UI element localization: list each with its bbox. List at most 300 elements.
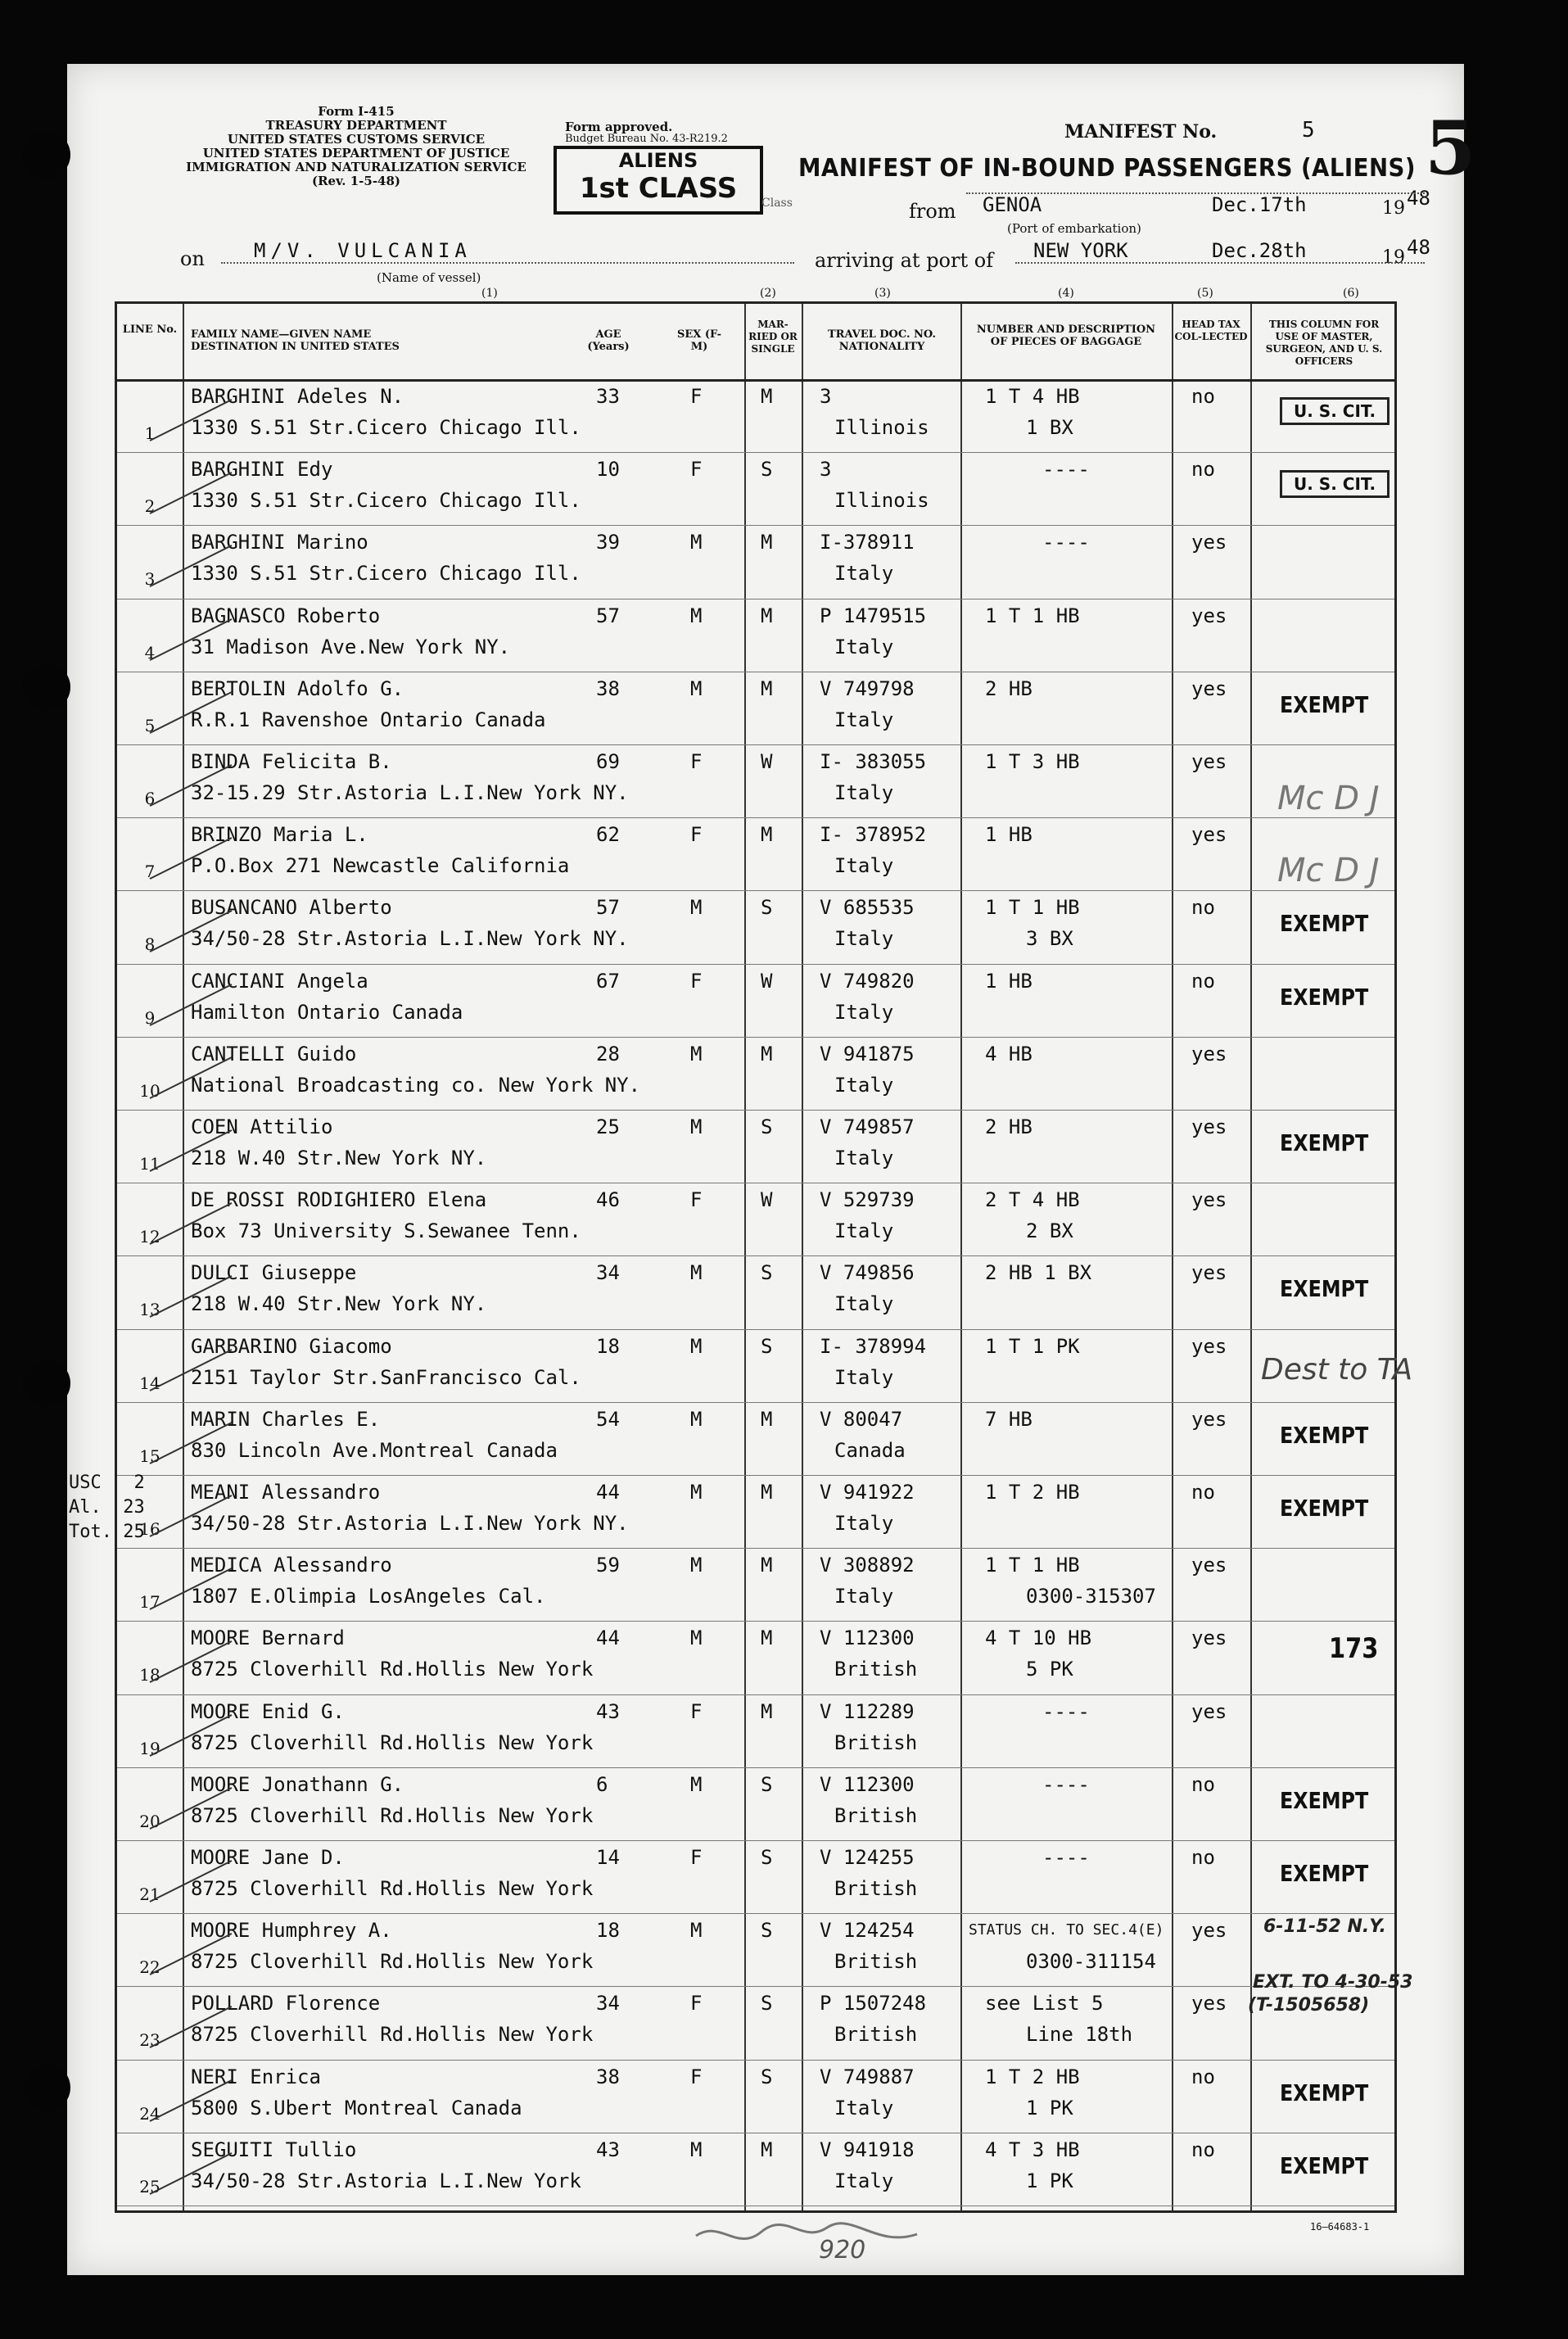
age: 38 [596,2065,620,2088]
head-tax: yes [1191,1261,1227,1285]
head-tax: no [1191,458,1215,482]
travel-doc: 3 [820,458,832,482]
margin-totals [69,1471,145,1545]
head-tax: yes [1191,750,1227,773]
ext-annotation-2: (T-1505658) [1248,1995,1370,2016]
head-tax: yes [1191,1992,1227,2016]
age: 25 [596,1115,620,1138]
travel-doc: V 685535 [820,896,915,920]
table-row [117,1110,1394,1183]
sex: F [690,2065,703,2088]
check-slash [142,1053,240,1102]
passenger-name: BINDA Felicita B. [191,750,392,773]
travel-doc: I- 378994 [820,1334,927,1358]
ins-line: IMMIGRATION AND NATURALIZATION SERVICE [186,160,526,174]
age: 69 [596,750,620,773]
al-label: Al. [69,1497,102,1518]
travel-doc: V 749887 [820,2065,915,2088]
travel-doc: V 941922 [820,1481,915,1504]
line-number: 20 [139,1811,160,1831]
baggage-line2: 1 BX [1026,416,1073,439]
baggage-line1: 2 HB [985,1115,1033,1138]
signature-number: 920 [819,2236,866,2264]
check-slash [142,907,240,956]
destination: 218 W.40 Str.New York NY. [191,1292,487,1316]
age: 10 [596,458,620,482]
sex: M [690,1772,703,1796]
age: 44 [596,1481,620,1504]
age: 62 [596,823,620,847]
class-label: Class [761,197,793,210]
travel-doc: V 749798 [820,676,915,700]
us-citizen-stamp: U. S. CIT. [1280,397,1390,425]
sex: M [690,676,703,700]
nationality: British [834,1730,918,1754]
baggage-line1: see List 5 [985,1992,1104,2016]
age: 14 [596,1846,620,1869]
travel-doc: V 80047 [820,1407,903,1431]
travel-doc: V 308892 [820,1554,915,1577]
sex: F [690,458,703,482]
check-slash [142,1126,240,1175]
stamp-first-class: 1st CLASS [579,172,738,205]
destination: 218 W.40 Str.New York NY. [191,1147,487,1170]
baggage-line1: STATUS CH. TO SEC.4(E) [969,1921,1164,1939]
travel-doc: V 112289 [820,1699,915,1723]
destination: 8725 Cloverhill Rd.Hollis New York [191,1877,594,1900]
nationality: Italy [834,1512,894,1535]
sex: M [690,1554,703,1577]
head-tax: no [1191,1772,1215,1796]
line-number: 15 [139,1445,160,1466]
sex: M [690,1407,703,1431]
sex: F [690,1992,703,2016]
line-number: 25 [139,2176,160,2196]
stamp-aliens: ALIENS [618,149,698,172]
line-number: 3 [144,569,156,590]
passenger-name: DE ROSSI RODIGHIERO Elena [191,1188,487,1212]
travel-doc: 3 [820,385,832,408]
arriving-label: arriving at port of [815,249,994,272]
line-number: 8 [144,934,156,955]
travel-doc: V 112300 [820,1772,915,1796]
on-label: on [180,247,205,270]
col-num-2: (2) [760,287,776,300]
marital-status: S [761,1919,773,1943]
age: 59 [596,1554,620,1577]
destination: P.O.Box 271 Newcastle California [191,854,570,878]
head-tax: yes [1191,604,1227,627]
sex: M [690,1042,703,1065]
baggage-line2: 5 PK [1026,1658,1073,1681]
from-date: Dec.17th [1212,193,1307,216]
check-slash [142,834,240,883]
sex: F [690,385,703,408]
marital-status: M [761,1481,773,1504]
nationality: British [834,1950,918,1974]
table-row [117,379,1394,453]
destination: 34/50-28 Str.Astoria L.I.New York NY. [191,1512,629,1535]
check-slash [142,396,240,445]
sex: F [690,750,703,773]
marital-status: S [761,1261,773,1285]
baggage-line1: 2 HB [985,676,1033,700]
passenger-name: BERTOLIN Adolfo G. [191,676,404,700]
age: 46 [596,1188,620,1212]
baggage-line1: 4 T 10 HB [985,1626,1092,1650]
age: 39 [596,531,620,554]
sex: F [690,1188,703,1212]
table-row [117,1694,1394,1768]
port-embark-label: (Port of embarkation) [1007,221,1141,236]
destination: 1807 E.Olimpia LosAngeles Cal. [191,1585,546,1608]
header-tax: HEAD TAX COL-LECTED [1174,319,1248,342]
check-slash [142,468,240,518]
head-tax: yes [1191,676,1227,700]
line-number: 17 [139,1592,160,1613]
line-number: 7 [144,862,156,882]
head-tax: no [1191,1481,1215,1504]
sex: F [690,823,703,847]
class-stamp [554,146,763,215]
table-row [117,2133,1394,2206]
destination: 2151 Taylor Str.SanFrancisco Cal. [191,1365,581,1389]
travel-doc: V 749820 [820,969,915,993]
baggage-line2: 3 BX [1026,927,1073,951]
exempt-stamp: EXEMPT [1280,1421,1369,1449]
head-tax: yes [1191,1919,1227,1943]
destination: 8725 Cloverhill Rd.Hollis New York [191,1730,594,1754]
baggage-line1: 4 T 3 HB [985,2138,1080,2161]
table-row [117,1183,1394,1256]
marital-status: W [761,750,773,773]
nationality: Italy [834,1292,894,1316]
nationality: Illinois [834,489,929,513]
line-number: 12 [139,1227,160,1247]
destination: R.R.1 Ravenshoe Ontario Canada [191,708,546,731]
table-row [117,452,1394,526]
passenger-name: MOORE Jane D. [191,1846,345,1869]
sex: M [690,1115,703,1138]
marital-status: M [761,1042,773,1065]
nationality: Italy [834,635,894,658]
arrival-year: 48 [1407,236,1430,259]
destination: 1330 S.51 Str.Cicero Chicago Ill. [191,562,581,586]
line-number: 14 [139,1373,160,1393]
exempt-stamp: EXEMPT [1280,1860,1369,1887]
age: 44 [596,1626,620,1650]
treasury-line: TREASURY DEPARTMENT [265,118,447,133]
line-number: 6 [144,789,156,808]
check-slash [142,1564,240,1613]
check-slash [142,688,240,737]
check-slash [142,615,240,664]
sex: F [690,969,703,993]
check-slash [142,980,240,1029]
handwritten-dest: Dest to TA [1261,1353,1413,1387]
baggage-line2: 1 PK [1026,2169,1073,2192]
ext-annotation: EXT. TO 4-30-53 [1253,1972,1413,1993]
header-travel: TRAVEL DOC. NO. NATIONALITY [827,328,937,353]
table-row [117,1913,1394,1987]
destination: 8725 Cloverhill Rd.Hollis New York [191,1950,594,1974]
destination: National Broadcasting co. New York NY. [191,1073,641,1097]
line-number: 13 [139,1300,160,1320]
travel-doc: V 124255 [820,1846,915,1869]
baggage-line1: 1 HB [985,823,1033,847]
head-tax: yes [1191,1407,1227,1431]
officer-note: 6-11-52 N.Y. [1263,1916,1386,1938]
travel-doc: V 941918 [820,2138,915,2161]
baggage-line1: ---- [1042,1846,1090,1869]
manifest-no-label: MANIFEST No. [1064,121,1218,143]
baggage-line1: 2 HB 1 BX [985,1261,1092,1285]
destination: 5800 S.Ubert Montreal Canada [191,2096,522,2120]
line-number: 2 [144,496,156,517]
passenger-name: GARBARINO Giacomo [191,1334,392,1358]
head-tax: yes [1191,823,1227,847]
marital-status: S [761,1334,773,1358]
nationality: Italy [834,2169,894,2192]
destination: 8725 Cloverhill Rd.Hollis New York [191,1658,594,1681]
page-mark: 5 [1425,105,1476,192]
nationality: Italy [834,1000,894,1024]
nationality: British [834,2023,918,2047]
destination: 1330 S.51 Str.Cicero Chicago Ill. [191,416,581,439]
us-citizen-stamp: U. S. CIT. [1280,470,1390,498]
destination: 34/50-28 Str.Astoria L.I.New York [191,2169,581,2192]
header-officers: THIS COLUMN FOR USE OF MASTER, SURGEON, AND U. S. OFFICERS [1265,319,1383,367]
check-slash [142,1418,240,1468]
nationality: British [834,1658,918,1681]
sex: M [690,1626,703,1650]
passenger-name: MOORE Bernard [191,1626,345,1650]
head-tax: no [1191,385,1215,408]
line-number: 16 [139,1519,160,1539]
marital-status: S [761,1772,773,1796]
marital-status: M [761,1699,773,1723]
destination: 32-15.29 Str.Astoria L.I.New York NY. [191,781,629,804]
age: 67 [596,969,620,993]
destination: 1330 S.51 Str.Cicero Chicago Ill. [191,489,581,513]
table-row [117,1840,1394,1914]
baggage-line1: 4 HB [985,1042,1033,1065]
sex: M [690,2138,703,2161]
manifest-table [115,301,1397,2213]
baggage-line1: 1 T 1 HB [985,604,1080,627]
baggage-line2: Line 18th [1026,2023,1133,2047]
head-tax: no [1191,896,1215,920]
head-tax: yes [1191,1334,1227,1358]
marital-status: M [761,676,773,700]
baggage-line1: 1 T 2 HB [985,2065,1080,2088]
marital-status: M [761,385,773,408]
age: 18 [596,1334,620,1358]
travel-doc: V 749856 [820,1261,915,1285]
customs-line: UNITED STATES CUSTOMS SERVICE [227,132,486,147]
table-row [117,1621,1394,1694]
from-label: from [909,200,956,223]
year: 48 [1407,187,1430,210]
marital-status: S [761,2065,773,2088]
marital-status: S [761,458,773,482]
table-row [117,599,1394,672]
nationality: Italy [834,781,894,804]
baggage-line1: ---- [1042,458,1090,482]
age: 34 [596,1261,620,1285]
line-number: 1 [144,423,156,443]
check-slash [142,1491,240,1540]
age: 6 [596,1772,608,1796]
arrival-port: NEW YORK [1033,239,1128,262]
marital-status: S [761,1115,773,1138]
head-tax: yes [1191,1115,1227,1138]
marital-status: S [761,896,773,920]
budget-line: Budget Bureau No. 43-R219.2 [565,133,728,145]
table-row [117,1767,1394,1841]
marital-status: S [761,1992,773,2016]
passenger-name: POLLARD Florence [191,1992,381,2016]
check-slash [142,1784,240,1833]
line-number: 10 [139,1080,160,1101]
baggage-line1: 1 T 2 HB [985,1481,1080,1504]
marital-status: M [761,2138,773,2161]
marital-status: M [761,604,773,627]
passenger-name: BUSANCANO Alberto [191,896,392,920]
handwritten-initials: Mc D J [1277,780,1380,817]
head-tax: yes [1191,1554,1227,1577]
exempt-stamp: EXEMPT [1280,1495,1369,1522]
sex: F [690,1699,703,1723]
head-tax: no [1191,2065,1215,2088]
line-number: 22 [139,1957,160,1978]
col-num-1: (1) [481,287,498,300]
manifest-no: 5 [1302,118,1315,143]
passenger-name: DULCI Giuseppe [191,1261,357,1285]
form-header-left [164,105,549,188]
passenger-name: BARGHINI Marino [191,531,368,554]
nationality: Italy [834,1147,894,1170]
destination: 8725 Cloverhill Rd.Hollis New York [191,2023,594,2047]
marital-status: S [761,1846,773,1869]
baggage-line1: ---- [1042,1772,1090,1796]
justice-line: UNITED STATES DEPARTMENT OF JUSTICE [202,146,510,161]
header-age: AGE (Years) [587,328,630,353]
nationality: Italy [834,708,894,731]
passenger-name: MOORE Enid G. [191,1699,345,1723]
passenger-name: BRINZO Maria L. [191,823,368,847]
arrival-date: Dec.28th [1212,239,1307,262]
table-row [117,1255,1394,1329]
exempt-stamp: EXEMPT [1280,1786,1369,1814]
age: 57 [596,604,620,627]
table-row [117,672,1394,745]
travel-doc: V 529739 [820,1188,915,1212]
check-slash [142,1930,240,1979]
sex: M [690,1261,703,1285]
check-slash [142,2149,240,2198]
nationality: Italy [834,562,894,586]
head-tax: yes [1191,531,1227,554]
manifest-title: MANIFEST OF IN-BOUND PASSENGERS (ALIENS) [798,154,1416,183]
check-slash [142,1637,240,1686]
age: 33 [596,385,620,408]
passenger-name: MOORE Humphrey A. [191,1919,392,1943]
age: 18 [596,1919,620,1943]
baggage-line1: 1 T 1 HB [985,896,1080,920]
head-tax: yes [1191,1042,1227,1065]
destination: 8725 Cloverhill Rd.Hollis New York [191,1803,594,1827]
table-row [117,964,1394,1038]
vessel-dotted-line [221,262,794,264]
travel-doc: I-378911 [820,531,915,554]
nationality: Italy [834,2096,894,2120]
passenger-name: MARIN Charles E. [191,1407,381,1431]
travel-doc: V 941875 [820,1042,915,1065]
passenger-name: CANCIANI Angela [191,969,368,993]
binder-hole [23,2064,70,2111]
passenger-name: NERI Enrica [191,2065,321,2088]
check-slash [142,1857,240,1906]
header-name: FAMILY NAME—GIVEN NAME DESTINATION IN UNITED STATES [191,328,400,353]
nationality: Italy [834,1585,894,1608]
col-num-5: (5) [1197,287,1213,300]
sex: M [690,1919,703,1943]
travel-doc: V 112300 [820,1626,915,1650]
age: 34 [596,1992,620,2016]
table-row [117,525,1394,599]
marital-status: M [761,823,773,847]
binder-hole [23,131,70,179]
exempt-stamp: EXEMPT [1280,983,1369,1011]
head-tax: no [1191,969,1215,993]
check-slash [142,1346,240,1395]
table-row [117,1037,1394,1111]
check-slash [142,2076,240,2125]
baggage-line1: 1 T 4 HB [985,385,1080,408]
line-number: 24 [139,2103,160,2124]
tot-count: 25 [123,1522,145,1542]
usc-count: 2 [133,1473,145,1493]
check-slash [142,541,240,590]
travel-doc: P 1507248 [820,1992,927,2016]
nationality: Italy [834,1219,894,1243]
exempt-stamp: EXEMPT [1280,1275,1369,1303]
marital-status: W [761,969,773,993]
baggage-line2: 2 BX [1026,1219,1073,1243]
vessel-name: M/V. VULCANIA [254,239,472,262]
table-row [117,1548,1394,1622]
form-number: Form I-415 [318,104,395,119]
nationality: Italy [834,854,894,878]
col-num-4: (4) [1058,287,1074,300]
line-number: 21 [139,1884,160,1904]
officer-number: 173 [1329,1632,1379,1666]
signature-scribble [688,2211,933,2277]
from-port: GENOA [983,193,1042,216]
travel-doc: I- 378952 [820,823,927,847]
baggage-line1: 1 HB [985,969,1033,993]
marital-status: M [761,531,773,554]
head-tax: yes [1191,1626,1227,1650]
passenger-name: BARGHINI Edy [191,458,333,482]
line-number: 11 [139,1154,160,1174]
col-num-6: (6) [1343,287,1359,300]
check-slash [142,1199,240,1248]
destination: 830 Lincoln Ave.Montreal Canada [191,1438,558,1462]
usc-label: USC [69,1473,102,1493]
marital-status: M [761,1626,773,1650]
